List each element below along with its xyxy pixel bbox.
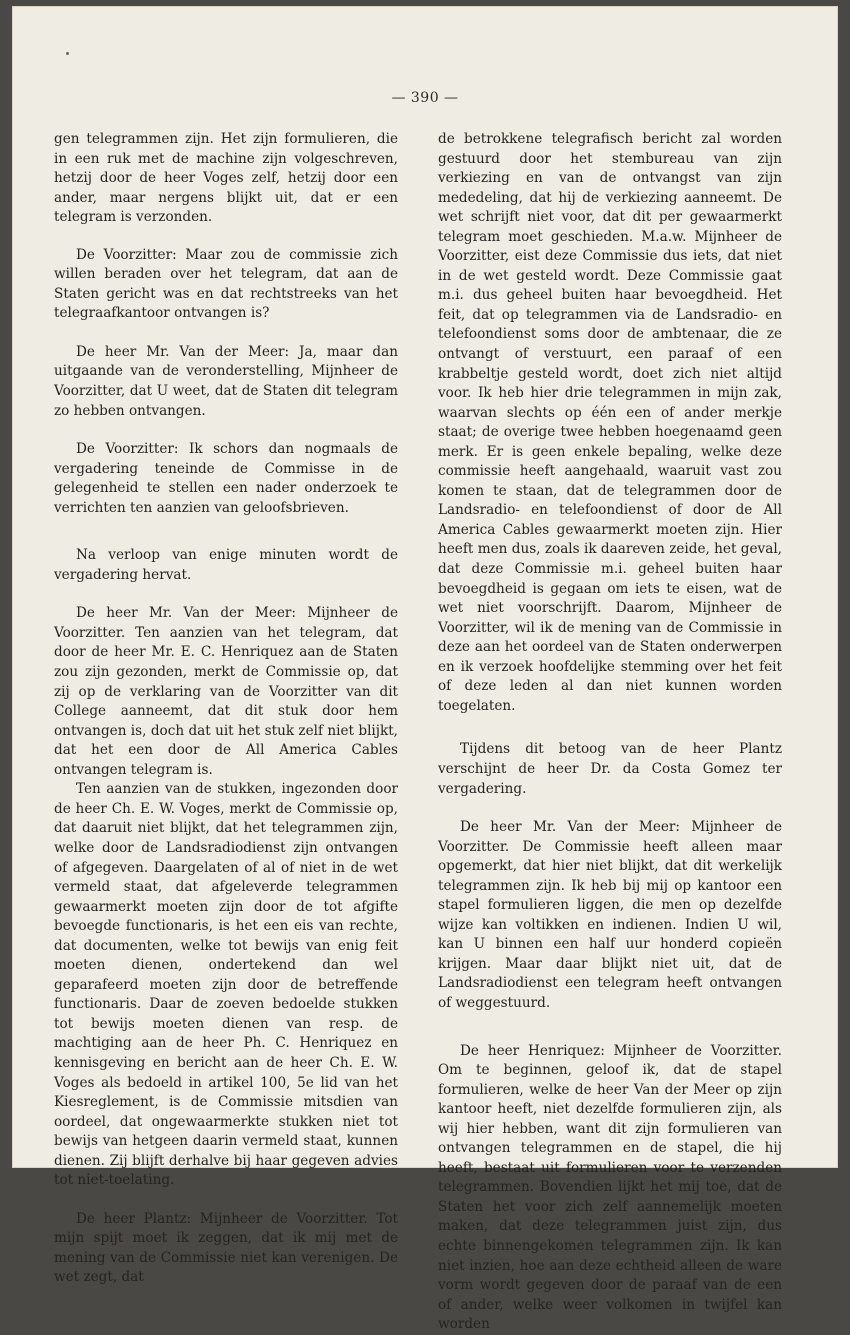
ink-spot [66,52,69,55]
paragraph: De heer Mr. Van der Meer: Mijnheer de Voorzitter. De Commissie heeft alleen maar opgemerkt, dat hier niet blijkt, dat dit werkelijk telegrammen zijn. Ik heb bij mij op kantoor een stapel formulieren liggen, die men op dezelfde wijze kan voltikken en indienen. Indien U wil, kan U binnen een half uur honderd copieën krijgen. Maar daar blijkt niet uit, dat de Landsradiodienst een telegram heeft ontvangen of weggestuurd. [438,819,782,1011]
paragraph: Na verloop van enige minuten wordt de vergadering hervat. [54,547,398,583]
paragraph: De heer Plantz: Mijnheer de Voorzitter. Tot mijn spijt moet ik zeggen, dat ik mij met de mening van de Commissie niet kan verenigen. De wet zegt, dat [54,1210,398,1286]
paragraph: de betrokkene telegrafisch bericht zal worden gestuurd door het stembureau van zijn verkiezing en van de ontvangst van zijn mededeling, dat hij de verkiezing aanneemt. De wet schrijft niet voor, dat dit per gewaarmerkt telegram moet geschieden. M.a.w. Mijnheer de Voorzitter, eist deze Commissie dus iets, dat niet in de wet gesteld wordt. Deze Commissie gaat m.i. dus geheel buiten haar bevoegdheid. Het feit, dat op telegrammen via de Landsradio- en telefoondienst soms door de ambtenaar, die ze ontvangt of verstuurt, een paraaf of een krabbeltje gesteld wordt, doet zich niet altijd voor. Ik heb hier drie telegrammen in mijn zak, waarvan slechts op één een of ander merkje staat; de overige twee hebben hoegenaamd geen merk. Er is geen enkele bepaling, welke deze commissie heeft aangehaald, waaruit vast zou komen te staan, dat de telegrammen door de Landsradio- en telefoondienst of door de All America Cables gewaarmerkt moeten zijn. Hier heeft men dus, zoals ik daareven zeide, het geval, dat deze Commissie m.i. geheel buiten haar bevoegdheid is gegaan om iets te eisen, wat de wet niet voorschrijft. Daarom, Mijnheer de Voorzitter, wil ik de mening van de Commissie in deze aan het oordeel van de Staten onderwerpen en ik verzoek hoofdelijke stemming over het feit of deze leden al dan niet kunnen worden toegelaten. [438,131,782,714]
paragraph: De heer Henriquez: Mijnheer de Voorzitter. Om te beginnen, geloof ik, dat de stapel formulieren, welke de heer Van der Meer op zijn kantoor heeft, niet dezelfde formulieren zijn, als wij hier hebben, want dit zijn formulieren van ontvangen telegrammen en de stapel, die hij heeft, bestaat uit formulieren voor te verzenden telegrammen. Bovendien lijkt het mij toe, dat de Staten het voor zich zelf aannemelijk moeten maken, dat deze telegrammen juist zijn, dus echte binnengekomen telegrammen zijn. Ik kan niet inzien, hoe aan deze echtheid alleen de ware vorm wordt gegeven door de paraaf van de een of ander, welke weer volkomen in twijfel kan worden [438,1042,782,1333]
paragraph: De heer Mr. Van der Meer: Mijnheer de Voorzitter. Ten aanzien van het telegram, dat door de heer Mr. E. C. Henriquez aan de Staten zou zijn gezonden, merkt de Commissie op, dat zij op de verklaring van de Voorzitter van dit College aanneemt, dat dit stuk door hem ontvangen is, doch dat uit het stuk zelf niet blijkt, dat het een door de All America Cables ontvangen telegram is. [54,605,398,778]
paragraph: De heer Mr. Van der Meer: Ja, maar dan uitgaande van de veronderstelling, Mijnheer de Voorzitter, dat U weet, dat de Staten dit telegram zo hebben ontvangen. [54,343,398,419]
right-column [438,130,782,1335]
paragraph: De Voorzitter: Maar zou de commissie zich willen beraden over het telegram, dat aan de Staten gericht was en dat rechtstreeks van het telegraafkantoor ontvangen is? [54,246,398,322]
document-page [12,6,838,1333]
paragraph: De Voorzitter: Ik schors dan nogmaals de vergadering teneinde de Commisse in de gelegenheid te stellen een nader onderzoek te verrichten ten aanzien van geloofsbrieven. [54,441,398,516]
paragraph: Ten aanzien van de stukken, ingezonden door de heer Ch. E. W. Voges, merkt de Commissie op, dat daaruit niet blijkt, dat het telegrammen zijn, welke door de Landsradiodienst zijn ontvangen of afgegeven. Daargelaten of al of niet in de wet vermeld staat, dat afgeleverde telegrammen gewaarmerkt moeten zijn door de tot afgifte bevoegde functionaris, is het een eis van rechte, dat documenten, welke tot bewijs van enig feit moeten dienen, ondertekend dan wel geparafeerd moeten zijn door de betreffende functionaris. Daar de zoeven bedoelde stukken tot bewijs moeten dienen van resp. de machtiging aan de heer Ph. C. Henriquez en kennisgeving en bericht aan de heer Ch. E. W. Voges als bedoeld in artikel 100, 5e lid van het Kiesreglement, is de Commissie mitsdien van oordeel, dat ongewaarmerkte stukken niet tot bewijs van hetgeen daarin vermeld staat, kunnen dienen. Zij blijft derhalve bij haar gegeven advies tot niet-toelating. [54,781,398,1189]
paragraph: Tijdens dit betoog van de heer Plantz verschijnt de heer Dr. da Costa Gomez ter vergadering. [438,741,782,797]
page-number: — 390 — [391,90,459,106]
left-column [54,130,398,1288]
paragraph: gen telegrammen zijn. Het zijn formulieren, die in een ruk met de machine zijn volgeschreven, hetzij door de heer Voges zelf, hetzij door een ander, maar nergens blijkt uit, dat er een telegram is verzonden. [54,131,398,226]
